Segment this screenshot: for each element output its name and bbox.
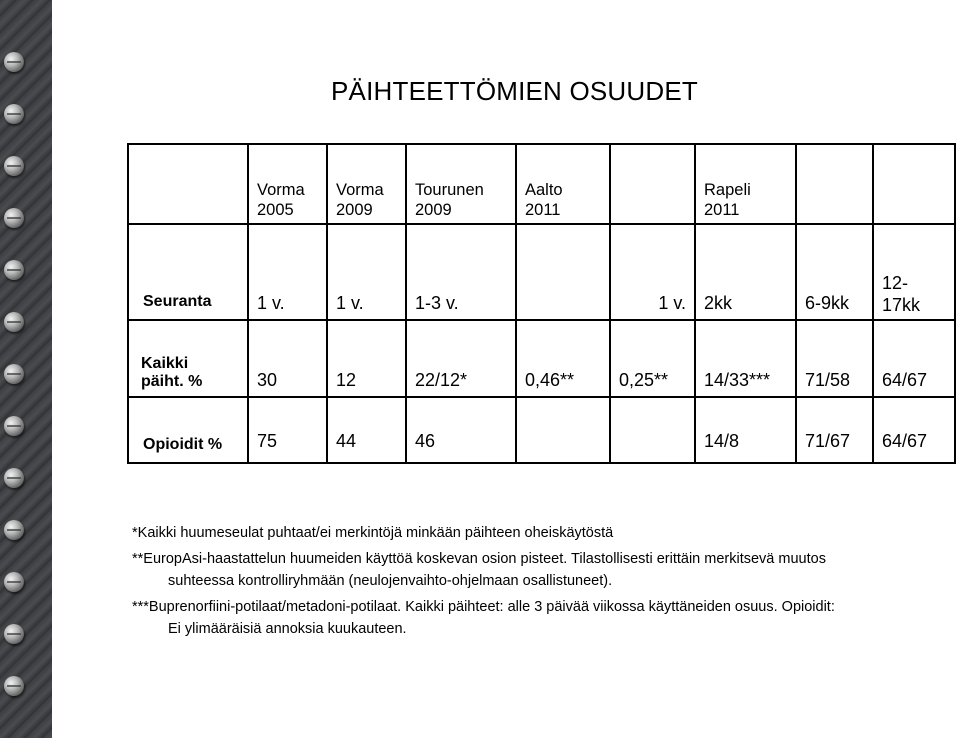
- cell-value: 0,46**: [525, 370, 575, 390]
- table-header-cell: [796, 144, 873, 224]
- table-cell: [248, 397, 327, 463]
- table-cell: [327, 224, 406, 320]
- header-line: Aalto: [525, 181, 563, 199]
- table-cell: [406, 397, 516, 463]
- rivet-icon: [4, 624, 24, 644]
- footnote: [132, 522, 835, 544]
- table-cell: [695, 224, 796, 320]
- table-header-cell: [248, 144, 327, 224]
- table-cell: [796, 397, 873, 463]
- cell-value: 2kk: [704, 293, 733, 313]
- table-cell: [516, 224, 610, 320]
- rivet-icon: [4, 312, 24, 332]
- table-cell: [406, 320, 516, 397]
- cell-value: 14/33***: [704, 370, 771, 390]
- header-line: 2009: [336, 201, 373, 219]
- table-row: [128, 224, 955, 320]
- cell-value: 0,25**: [619, 370, 669, 390]
- cell-value: 44: [336, 431, 357, 451]
- row-label: Opioidit %: [143, 436, 223, 453]
- table-cell: [248, 320, 327, 397]
- table-row: [128, 397, 955, 463]
- cell-value: 46: [415, 431, 436, 451]
- decorative-metal-strip: [0, 0, 52, 738]
- row-label: Seuranta: [143, 293, 212, 310]
- cell-value: 6-9kk: [805, 293, 850, 313]
- row-label: päiht. %: [141, 373, 203, 390]
- header-line: Vorma: [257, 181, 305, 199]
- table-header-cell: [128, 144, 248, 224]
- table-cell: [873, 224, 955, 320]
- cell-value: 64/67: [882, 370, 928, 390]
- cell-value: 22/12*: [415, 370, 468, 390]
- cell-value: 12- 17kk: [882, 273, 921, 315]
- table-header-cell: [695, 144, 796, 224]
- footnote: [132, 548, 835, 592]
- row-label-cell: [128, 224, 248, 320]
- table-row: [128, 320, 955, 397]
- footnote: [132, 596, 835, 640]
- table-cell: [796, 320, 873, 397]
- rivet-icon: [4, 520, 24, 540]
- row-label-cell: [128, 397, 248, 463]
- footnote-text: *Kaikki huumeseulat puhtaat/ei merkintöjä minkään päihteen oheiskäytöstä: [132, 525, 614, 541]
- table-cell: [610, 224, 695, 320]
- table-header-cell: [327, 144, 406, 224]
- cell-value: 71/58: [805, 370, 851, 390]
- results-table: [127, 143, 956, 464]
- header-line: 2005: [257, 201, 294, 219]
- rivet-icon: [4, 208, 24, 228]
- rivet-icon: [4, 416, 24, 436]
- cell-value: 75: [257, 431, 278, 451]
- rivet-icon: [4, 572, 24, 592]
- table-cell: [695, 397, 796, 463]
- header-line: 2011: [704, 201, 740, 219]
- rivet-icon: [4, 364, 24, 384]
- rivet-icon: [4, 104, 24, 124]
- header-line: Tourunen: [415, 181, 484, 199]
- row-label: Kaikki: [141, 355, 189, 372]
- cell-value: 30: [257, 370, 278, 390]
- table-cell: [327, 320, 406, 397]
- cell-value: 1 v.: [336, 293, 364, 313]
- table-cell: [695, 320, 796, 397]
- cell-value: 1 v.: [257, 293, 285, 313]
- header-line: Vorma: [336, 181, 384, 199]
- rivet-icon: [4, 52, 24, 72]
- table-cell: [873, 397, 955, 463]
- cell-value: 14/8: [704, 431, 740, 451]
- rivet-icon: [4, 260, 24, 280]
- table-cell: [796, 224, 873, 320]
- rivet-icon: [4, 676, 24, 696]
- header-line: 2009: [415, 201, 452, 219]
- footnotes: [132, 522, 835, 644]
- header-line: Rapeli: [704, 181, 751, 199]
- table-header-row: [128, 144, 955, 224]
- footnote-continuation: Ei ylimääräisiä annoksia kuukauteen.: [168, 621, 407, 637]
- rivet-icon: [4, 156, 24, 176]
- table-header-cell: [610, 144, 695, 224]
- rivet-icon: [4, 468, 24, 488]
- table-cell: [610, 320, 695, 397]
- footnote-continuation: suhteessa kontrolliryhmään (neulojenvaihto-ohjelmaan osallistuneet).: [168, 573, 613, 589]
- cell-value: 12: [336, 370, 357, 390]
- table-header-cell: [516, 144, 610, 224]
- cell-value: 1-3 v.: [415, 293, 459, 313]
- cell-value: 1 v.: [658, 293, 686, 313]
- table-cell: [406, 224, 516, 320]
- row-label-cell: [128, 320, 248, 397]
- table-cell: [516, 320, 610, 397]
- header-line: 2011: [525, 201, 561, 219]
- cell-value: 64/67: [882, 431, 928, 451]
- cell-value: 71/67: [805, 431, 851, 451]
- table-header-cell: [873, 144, 955, 224]
- table-cell: [327, 397, 406, 463]
- table-cell: [516, 397, 610, 463]
- page-title: PÄIHTEETTÖMIEN OSUUDET: [331, 76, 698, 106]
- table-header-cell: [406, 144, 516, 224]
- footnote-text: ***Buprenorfiini-potilaat/metadoni-potilaat. Kaikki päihteet: alle 3 päivää viikossa käyttäneiden osuus. Opioidit:: [132, 599, 835, 615]
- footnote-text: **EuropAsi-haastattelun huumeiden käyttöä koskevan osion pisteet. Tilastollisesti erittäin merkitsevä muutos: [132, 551, 826, 567]
- table-cell: [873, 320, 955, 397]
- table-cell: [248, 224, 327, 320]
- table-cell: [610, 397, 695, 463]
